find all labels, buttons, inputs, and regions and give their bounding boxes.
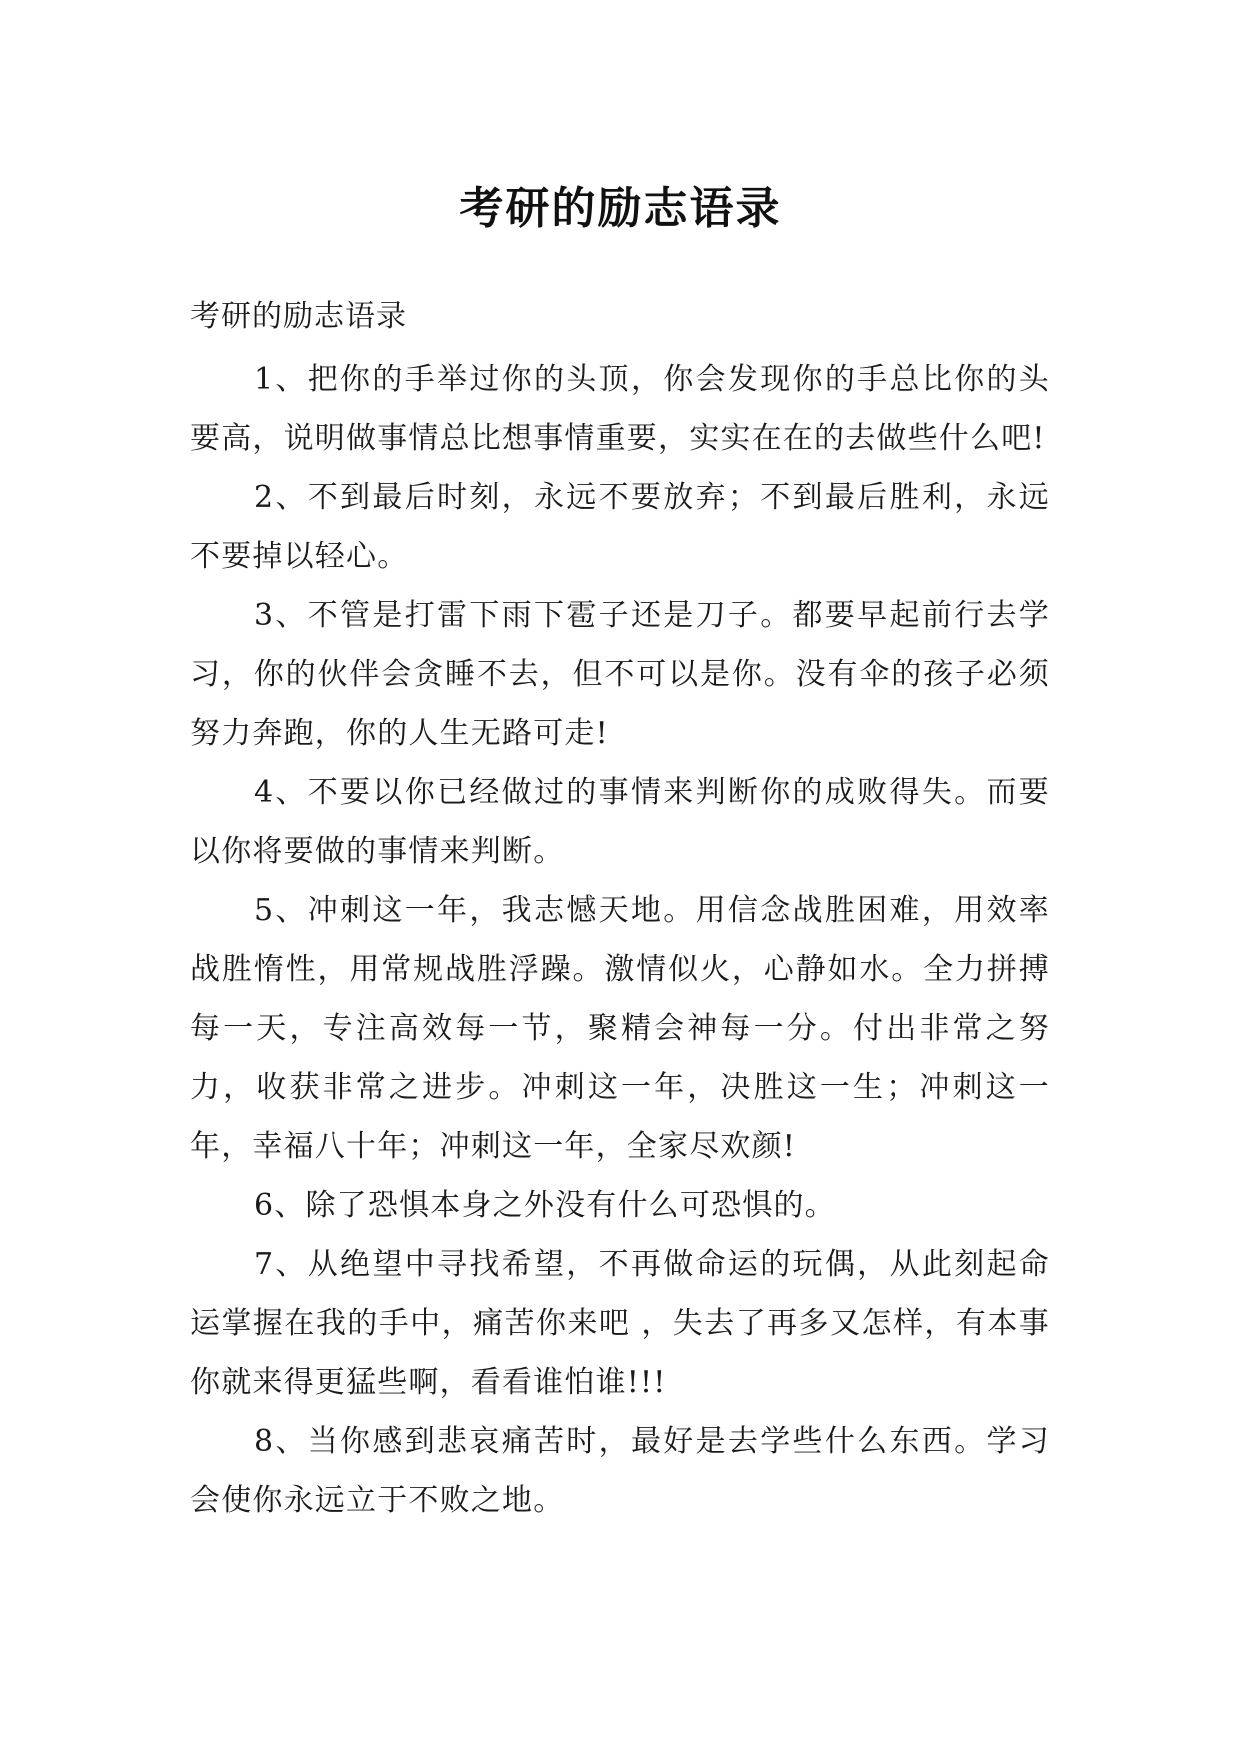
quote-paragraph-1: 1、把你的手举过你的头顶，你会发现你的手总比你的头要高，说明做事情总比想事情重要，实实在在的去做些什么吧!: [190, 362, 1050, 456]
document-body: [190, 292, 1050, 1530]
quote-paragraph-2: 2、不到最后时刻，永远不要放弃；不到最后胜利，永远不要掉以轻心。: [190, 480, 1050, 574]
quote-paragraph-8: 8、当你感到悲哀痛苦时，最好是去学些什么东西。学习会使你永远立于不败之地。: [190, 1424, 1050, 1518]
quote-paragraph-5: 5、冲刺这一年，我志憾天地。用信念战胜困难，用效率战胜惰性，用常规战胜浮躁。激情似火，心静如水。全力拼搏每一天，专注高效每一节，聚精会神每一分。付出非常之努力，收获非常之进步。冲刺这一年，决胜这一生；冲刺这一年，幸福八十年；冲刺这一年，全家尽欢颜!: [190, 893, 1050, 1164]
quote-paragraph-3: 3、不管是打雷下雨下雹子还是刀子。都要早起前行去学习，你的伙伴会贪睡不去，但不可以是你。没有伞的孩子必须努力奔跑，你的人生无路可走!: [190, 598, 1050, 751]
quote-paragraph-7: 7、从绝望中寻找希望，不再做命运的玩偶，从此刻起命运掌握在我的手中，痛苦你来吧 ，失去了再多又怎样，有本事你就来得更猛些啊，看看谁怕谁!!!: [190, 1247, 1050, 1400]
quote-paragraph-4: 4、不要以你已经做过的事情来判断你的成败得失。而要以你将要做的事情来判断。: [190, 775, 1050, 869]
document-subtitle: 考研的励志语录: [190, 299, 407, 334]
quote-paragraph-6: 6、除了恐惧本身之外没有什么可恐惧的。: [254, 1188, 836, 1223]
document-title: 考研的励志语录: [459, 183, 782, 235]
